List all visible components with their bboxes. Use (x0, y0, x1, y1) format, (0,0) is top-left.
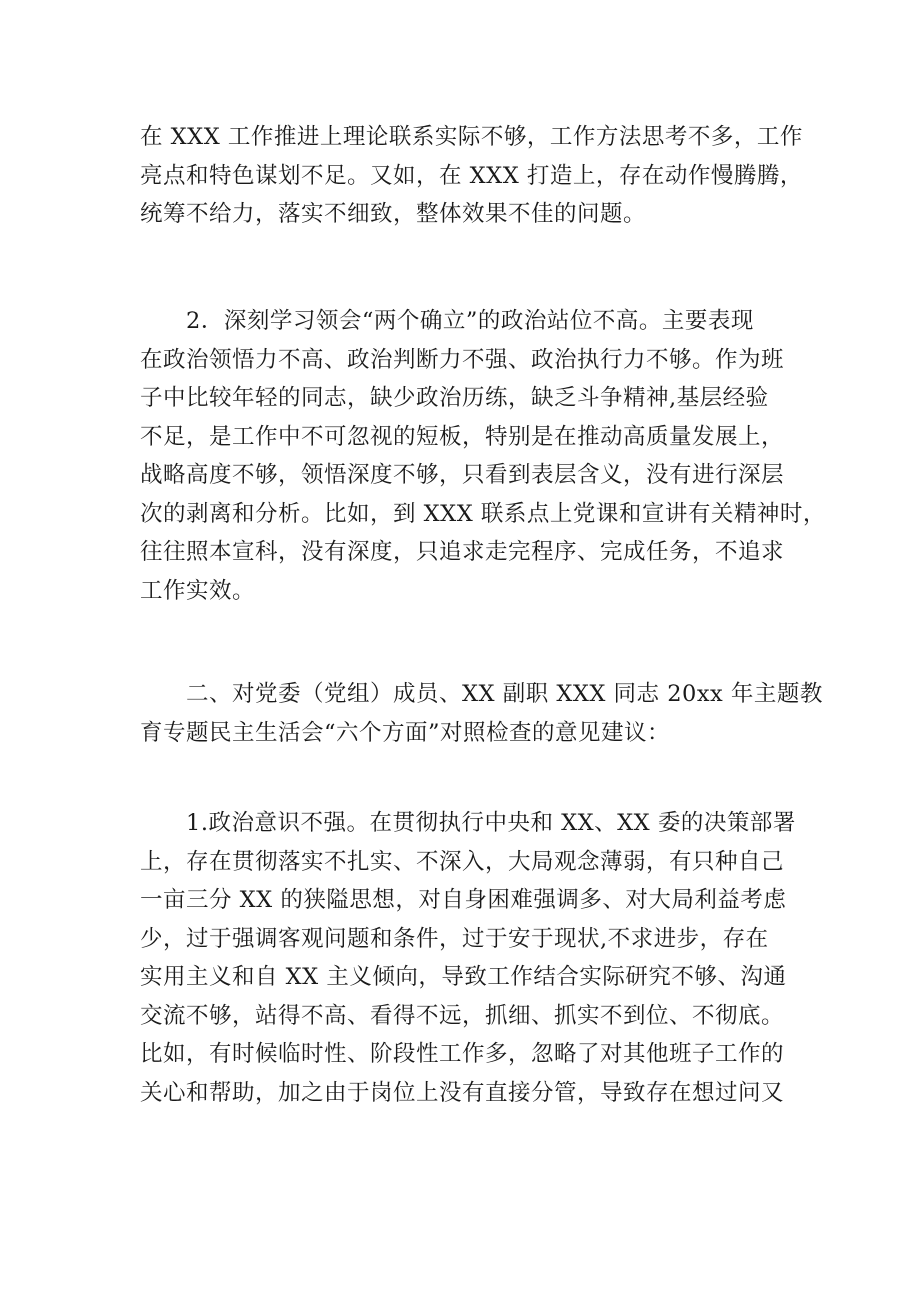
text-line: 工作实效。 (140, 577, 256, 604)
text-line: 2．深刻学习领会“两个确立”的政治站位不高。主要表现 (186, 308, 754, 334)
text-line: 不足，是工作中不可忽视的短板，特别是在推动高质量发展上， (140, 423, 785, 450)
text-line: 比如，有时候临时性、阶段性工作多，忽略了对其他班子工作的 (140, 1041, 785, 1067)
text-line: 亮点和特色谋划不足。又如，在 XXX 打造上，存在动作慢腾腾， (140, 162, 803, 189)
text-line: 一亩三分 XX 的狭隘思想，对自身困难强调多、对大局利益考虑 (140, 887, 787, 913)
text-line: 育专题民主生活会“六个方面”对照检查的意见建议： (140, 719, 671, 746)
paragraph-item-2 (140, 302, 826, 610)
text-line: 在 XXX 工作推进上理论联系实际不够，工作方法思考不多，工作 (140, 124, 803, 150)
text-line: 子中比较年轻的同志，缺少政治历练，缺乏斗争精神,基层经验 (140, 385, 769, 411)
paragraph-item-1 (140, 804, 800, 1112)
text-line: 实用主义和自 XX 主义倾向，导致工作结合实际研究不够、沟通 (140, 964, 787, 990)
text-line: 战略高度不够，领悟深度不够，只看到表层含义，没有进行深层 (140, 462, 785, 488)
text-line: 少，过于强调客观问题和条件，过于安于现状,不求进步，存在 (140, 925, 769, 952)
text-line: 交流不够，站得不高、看得不远，抓细、抓实不到位、不彻底。 (140, 1002, 785, 1029)
text-line: 关心和帮助，加之由于岗位上没有直接分管，导致存在想过问又 (140, 1079, 785, 1106)
text-line: 往往照本宣科，没有深度，只追求走完程序、完成任务，不追求 (140, 539, 785, 565)
paragraph-continuation (140, 118, 803, 234)
text-line: 统筹不给力，落实不细致，整体效果不佳的问题。 (140, 201, 647, 227)
text-line: 次的剥离和分析。比如，到 XXX 联系点上党课和宣讲有关精神时， (140, 500, 826, 527)
section-heading (140, 675, 823, 752)
text-line: 上，存在贯彻落实不扎实、不深入，大局观念薄弱，有只种自己 (140, 848, 785, 875)
text-line: 二、对党委（党组）成员、XX 副职 XXX 同志 20xx 年主题教 (186, 681, 823, 707)
text-line: 1.政治意识不强。在贯彻执行中央和 XX、XX 委的决策部署 (186, 810, 796, 836)
text-line: 在政治领悟力不高、政治判断力不强、政治执行力不够。作为班 (140, 346, 785, 373)
